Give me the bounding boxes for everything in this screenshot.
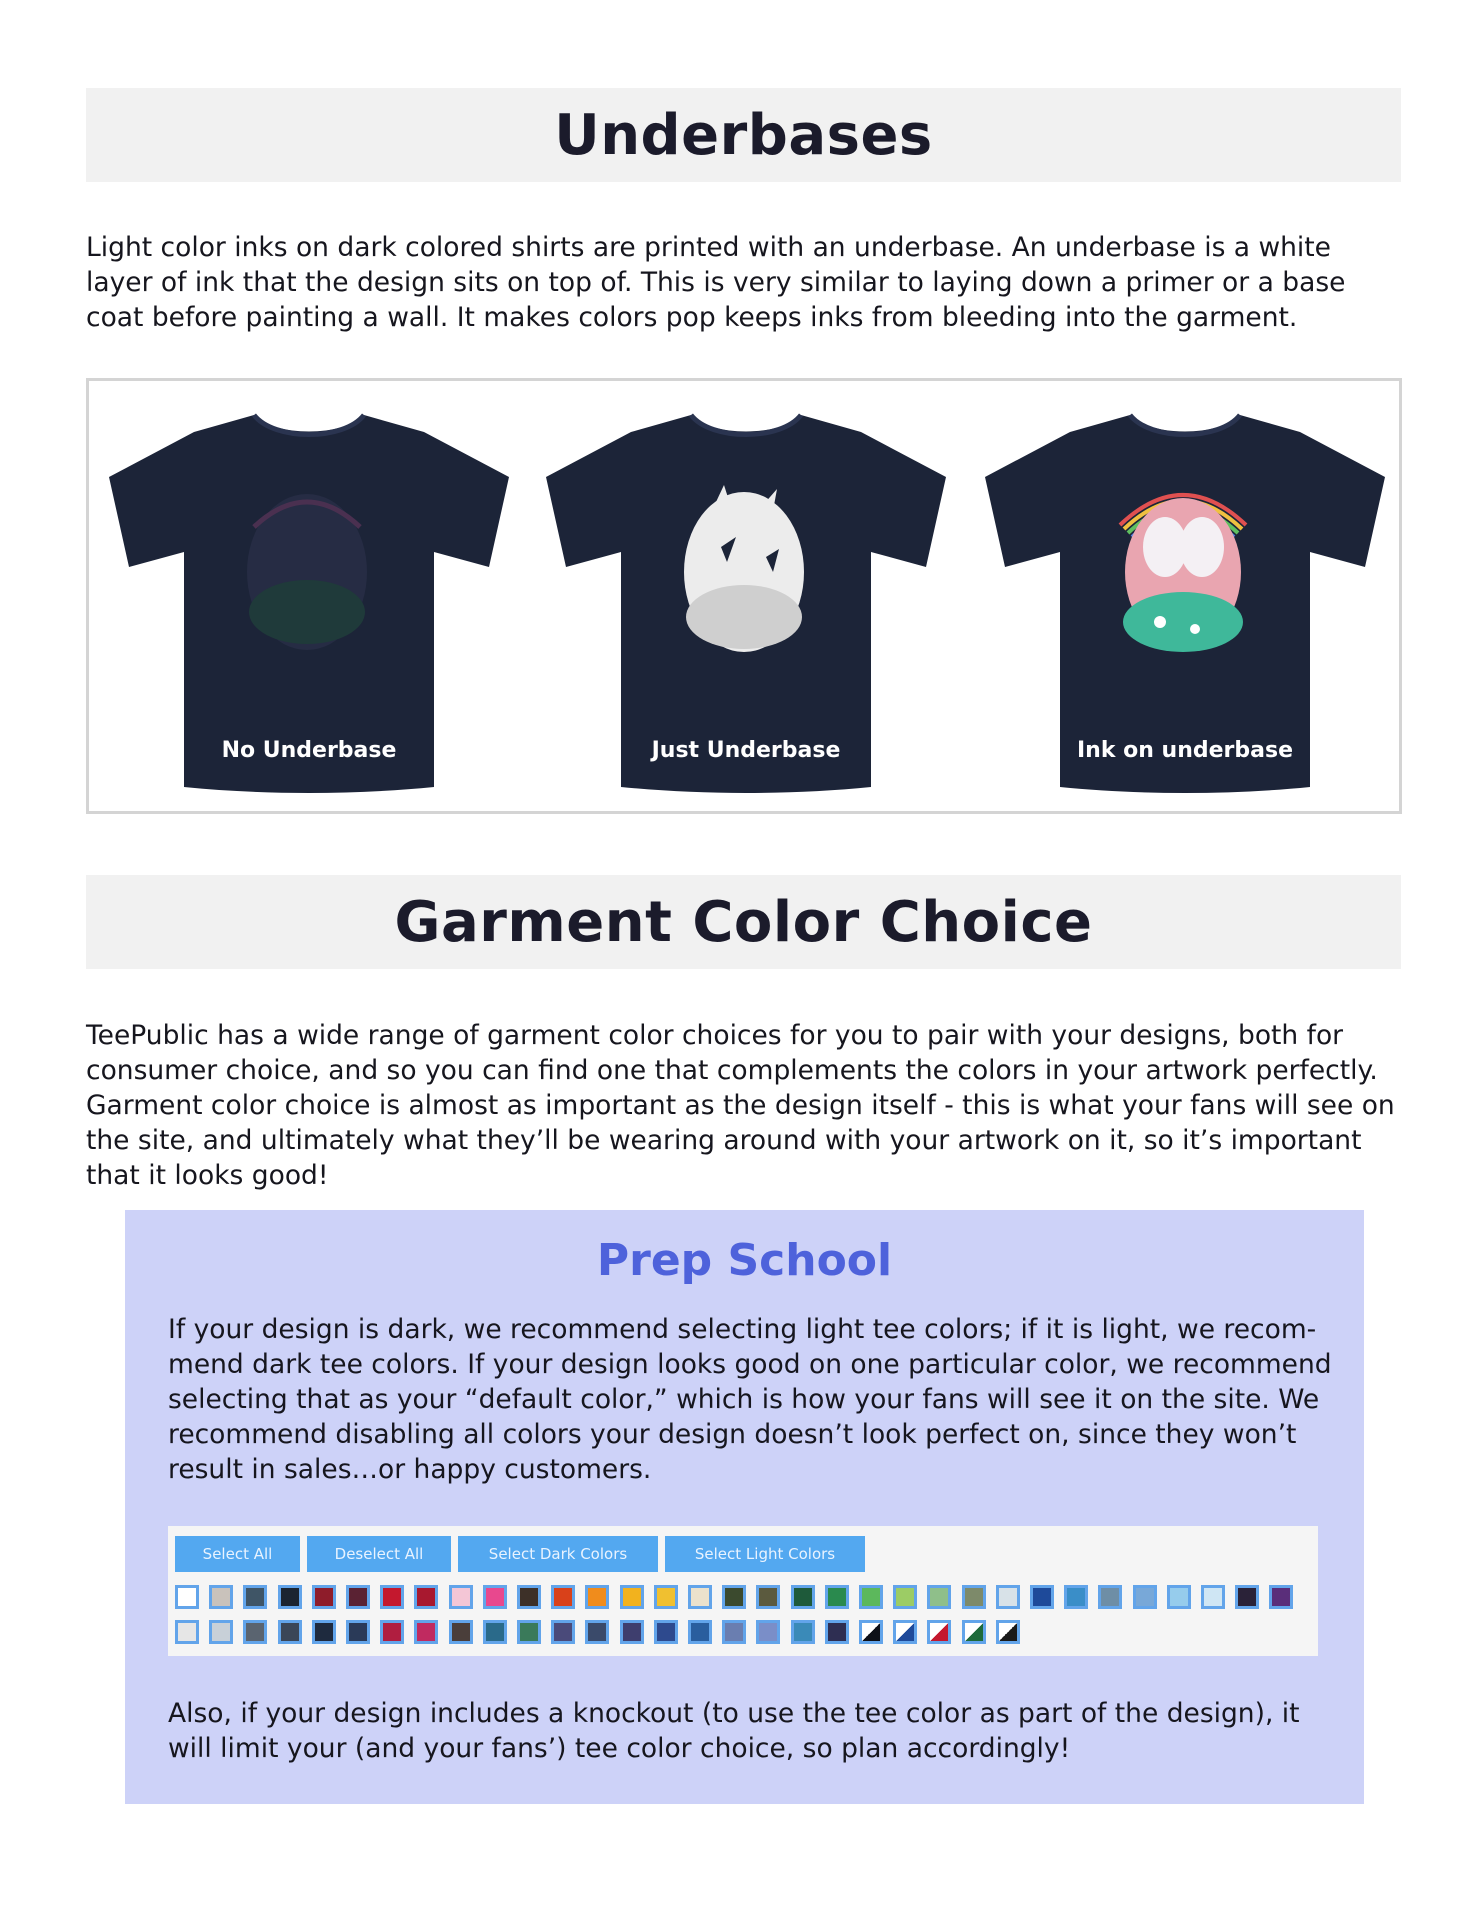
shirt-no-underbase bbox=[104, 407, 514, 797]
select-dark-colors-button[interactable]: Select Dark Colors bbox=[458, 1536, 658, 1572]
shirt-ink-on-underbase bbox=[980, 407, 1390, 797]
prep-school-title: Prep School bbox=[596, 1235, 893, 1286]
section-header-garment-color bbox=[86, 875, 1401, 969]
color-swatch[interactable] bbox=[278, 1585, 302, 1609]
color-swatch[interactable] bbox=[756, 1620, 780, 1644]
color-selector-screenshot bbox=[168, 1526, 1318, 1656]
color-swatch[interactable] bbox=[1235, 1585, 1259, 1609]
color-swatch[interactable] bbox=[927, 1620, 951, 1644]
color-swatch[interactable] bbox=[414, 1585, 438, 1609]
color-swatch[interactable] bbox=[688, 1585, 712, 1609]
color-swatch[interactable] bbox=[243, 1620, 267, 1644]
color-swatch[interactable] bbox=[517, 1620, 541, 1644]
section-title: Underbases bbox=[554, 102, 933, 168]
color-swatch[interactable] bbox=[654, 1620, 678, 1644]
prep-school-paragraph-1: If your design is dark, we recommend selecting light tee colors; if it is light, we recom-mend dark tee colors. If your design looks good on one particular color, we recommend selecting that as your “default color,” which is how your fans will see it on the site. We recommend disabling all colors your design doesn’t look perfect on, since they won’t result in sales…or happy customers. bbox=[168, 1314, 1332, 1485]
color-swatch[interactable] bbox=[243, 1585, 267, 1609]
color-swatch[interactable] bbox=[1201, 1585, 1225, 1609]
color-swatch[interactable] bbox=[517, 1585, 541, 1609]
color-swatch[interactable] bbox=[1098, 1585, 1122, 1609]
color-swatch[interactable] bbox=[414, 1620, 438, 1644]
section-header-underbases bbox=[86, 88, 1401, 182]
color-swatch[interactable] bbox=[620, 1620, 644, 1644]
color-swatch[interactable] bbox=[551, 1585, 575, 1609]
color-swatch[interactable] bbox=[825, 1620, 849, 1644]
color-swatch[interactable] bbox=[380, 1585, 404, 1609]
color-swatch[interactable] bbox=[620, 1585, 644, 1609]
color-swatch[interactable] bbox=[346, 1620, 370, 1644]
shirt-caption: Ink on underbase bbox=[1076, 738, 1294, 763]
color-swatch[interactable] bbox=[996, 1620, 1020, 1644]
color-swatch[interactable] bbox=[893, 1620, 917, 1644]
color-swatch[interactable] bbox=[483, 1585, 507, 1609]
color-swatch[interactable] bbox=[962, 1585, 986, 1609]
garment-paragraph: TeePublic has a wide range of garment color choices for you to pair with your designs, both for consumer choice, and so you can find one that complements the colors in your artwork perfectly. Garment color choice is almost as important as the design itself - this is what your fans will see on the site, and ultimately what they’ll be wearing around with your artwork on it, so it’s important that it looks good! bbox=[86, 1020, 1395, 1191]
color-swatch[interactable] bbox=[209, 1585, 233, 1609]
color-swatch[interactable] bbox=[175, 1585, 199, 1609]
color-swatch[interactable] bbox=[449, 1585, 473, 1609]
color-swatch[interactable] bbox=[1030, 1585, 1054, 1609]
color-swatch[interactable] bbox=[722, 1585, 746, 1609]
select-all-button[interactable]: Select All bbox=[175, 1536, 300, 1572]
color-swatch[interactable] bbox=[1133, 1585, 1157, 1609]
color-swatch[interactable] bbox=[175, 1620, 199, 1644]
color-swatch[interactable] bbox=[1167, 1585, 1191, 1609]
color-swatch[interactable] bbox=[722, 1620, 746, 1644]
color-swatch[interactable] bbox=[551, 1620, 575, 1644]
color-swatch[interactable] bbox=[312, 1585, 336, 1609]
shirt-comparison-panel bbox=[86, 378, 1402, 814]
color-swatch[interactable] bbox=[449, 1620, 473, 1644]
prep-school-paragraph-2: Also, if your design includes a knockout (to use the tee color as part of the design), it will limit your (and your fans’) tee color choice, so plan accordingly! bbox=[168, 1698, 1300, 1764]
section-title: Garment Color Choice bbox=[394, 889, 1093, 955]
color-swatch[interactable] bbox=[893, 1585, 917, 1609]
color-swatch[interactable] bbox=[1064, 1585, 1088, 1609]
color-swatch[interactable] bbox=[483, 1620, 507, 1644]
color-swatch[interactable] bbox=[209, 1620, 233, 1644]
color-swatch[interactable] bbox=[312, 1620, 336, 1644]
color-swatch[interactable] bbox=[927, 1585, 951, 1609]
color-swatch[interactable] bbox=[688, 1620, 712, 1644]
shirt-caption: No Underbase bbox=[221, 738, 397, 763]
color-swatch[interactable] bbox=[859, 1585, 883, 1609]
underbases-paragraph: Light color inks on dark colored shirts are printed with an underbase. An underbase is a white layer of ink that the design sits on top of. This is very similar to laying down a primer or a base coat before painting a wall. It makes colors pop keeps inks from bleeding into the garment. bbox=[86, 232, 1346, 333]
color-swatch[interactable] bbox=[585, 1585, 609, 1609]
color-swatch[interactable] bbox=[1269, 1585, 1293, 1609]
color-swatch[interactable] bbox=[756, 1585, 780, 1609]
deselect-all-button[interactable]: Deselect All bbox=[307, 1536, 451, 1572]
color-swatch[interactable] bbox=[825, 1585, 849, 1609]
color-swatch[interactable] bbox=[791, 1585, 815, 1609]
color-swatch[interactable] bbox=[346, 1585, 370, 1609]
color-swatch[interactable] bbox=[278, 1620, 302, 1644]
prep-school-callout bbox=[125, 1210, 1364, 1804]
color-swatch[interactable] bbox=[380, 1620, 404, 1644]
color-swatch[interactable] bbox=[585, 1620, 609, 1644]
shirt-caption: Just Underbase bbox=[651, 738, 841, 763]
color-swatch[interactable] bbox=[962, 1620, 986, 1644]
color-swatch[interactable] bbox=[996, 1585, 1020, 1609]
color-swatch[interactable] bbox=[791, 1620, 815, 1644]
select-light-colors-button[interactable]: Select Light Colors bbox=[665, 1536, 865, 1572]
shirt-just-underbase bbox=[541, 407, 951, 797]
color-swatch[interactable] bbox=[859, 1620, 883, 1644]
color-swatch[interactable] bbox=[654, 1585, 678, 1609]
